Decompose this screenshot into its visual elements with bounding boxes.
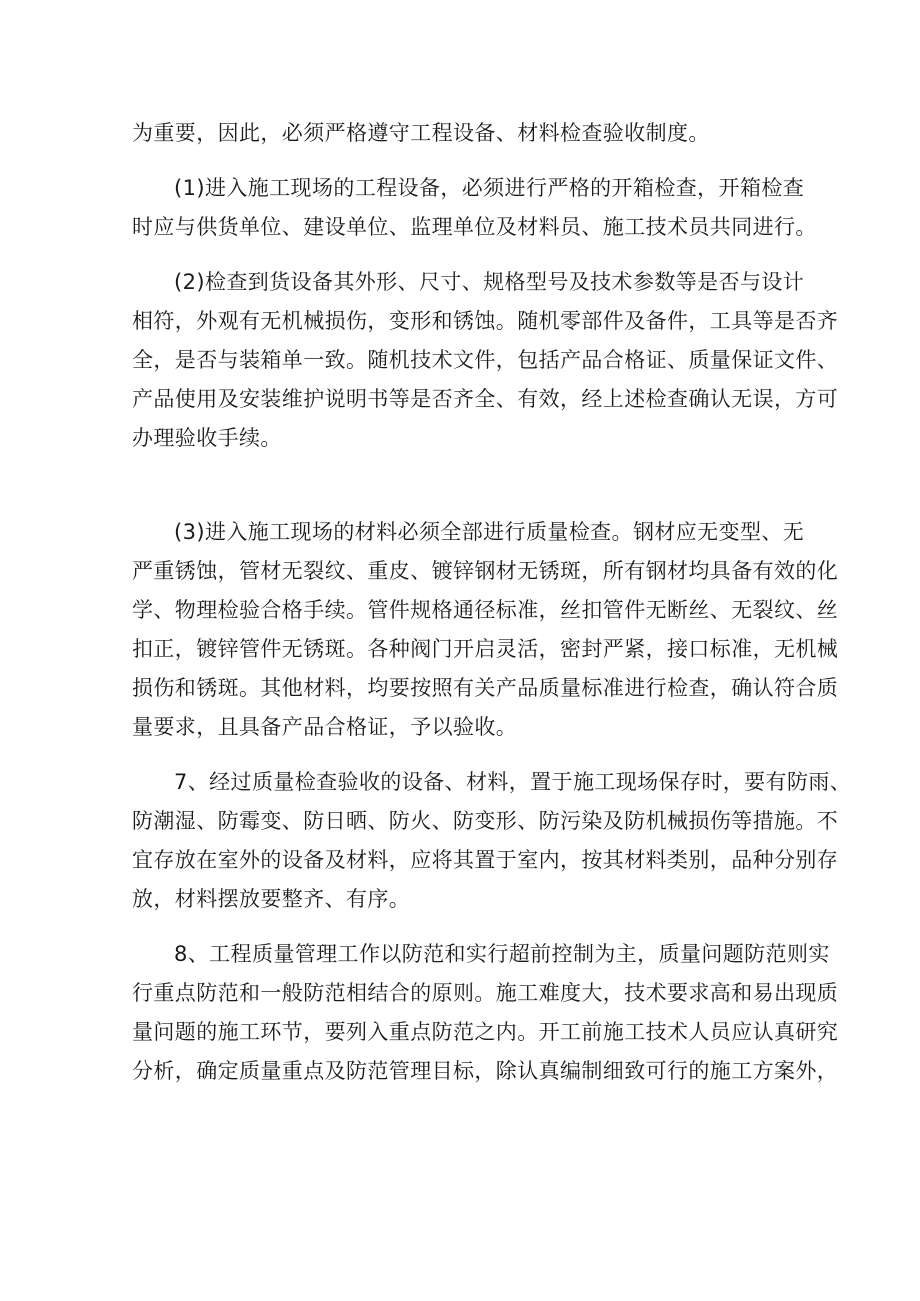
text-line: 分析，确定质量重点及防范管理目标，除认真编制细致可行的施工方案外， — [132, 1059, 839, 1083]
text-line: 学、物理检验合格手续。管件规格通径标准，丝扣管件无断丝、无裂纹、丝 — [132, 598, 839, 622]
text-line: (3)进入施工现场的材料必须全部进行质量检查。钢材应无变型、无 — [174, 520, 805, 544]
text-line: 量要求，且具备产品合格证，予以验收。 — [132, 715, 518, 739]
text-line: 8、工程质量管理工作以防范和实行超前控制为主，质量问题防范则实 — [174, 942, 830, 966]
text-line — [132, 458, 822, 497]
paragraph-item-3 — [132, 513, 839, 747]
text-line: 损伤和锈斑。其他材料，均要按照有关产品质量标准进行检查，确认符合质 — [132, 676, 839, 700]
text-line: 扣正，镀锌管件无锈斑。各种阀门开启灵活，密封严紧，接口标准，无机械 — [132, 637, 839, 661]
text-line: 量问题的施工环节，要列入重点防范之内。开工前施工技术人员应认真研究 — [132, 1020, 839, 1044]
paragraph-item-2 — [132, 263, 839, 497]
document-body — [132, 114, 852, 1091]
text-line: 7、经过质量检查验收的设备、材料，置于施工现场保存时，要有防雨、 — [174, 770, 852, 794]
text-line: 防潮湿、防霉变、防日晒、防火、防变形、防污染及防机械损伤等措施。不 — [132, 809, 839, 833]
text-line: 为重要，因此，必须严格遵守工程设备、材料检查验收制度。 — [132, 121, 710, 145]
text-line: 时应与供货单位、建设单位、监理单位及材料员、施工技术员共同进行。 — [132, 215, 817, 239]
text-line: 宜存放在室外的设备及材料，应将其置于室内，按其材料类别，品种分别存 — [132, 848, 839, 872]
text-line: (2)检查到货设备其外形、尺寸、规格型号及技术参数等是否与设计 — [174, 270, 805, 294]
text-line: 放，材料摆放要整齐、有序。 — [132, 887, 411, 911]
text-line: 全，是否与装箱单一致。随机技术文件，包括产品合格证、质量保证文件、 — [132, 348, 839, 372]
paragraph-section-8 — [132, 935, 839, 1091]
paragraph-item-1 — [132, 169, 822, 247]
text-line: 相符，外观有无机械损伤，变形和锈蚀。随机零部件及备件，工具等是否齐 — [132, 309, 839, 333]
paragraph-section-7 — [132, 763, 852, 919]
text-line: (1)进入施工现场的工程设备，必须进行严格的开箱检查，开箱检查 — [174, 176, 805, 200]
text-line: 产品使用及安装维护说明书等是否齐全、有效，经上述检查确认无误，方可 — [132, 387, 839, 411]
paragraph-continuation — [132, 114, 822, 153]
text-line: 办理验收手续。 — [132, 426, 282, 450]
text-line: 行重点防范和一般防范相结合的原则。施工难度大，技术要求高和易出现质 — [132, 981, 839, 1005]
text-line: 严重锈蚀，管材无裂纹、重皮、镀锌钢材无锈斑，所有钢材均具备有效的化 — [132, 559, 839, 583]
